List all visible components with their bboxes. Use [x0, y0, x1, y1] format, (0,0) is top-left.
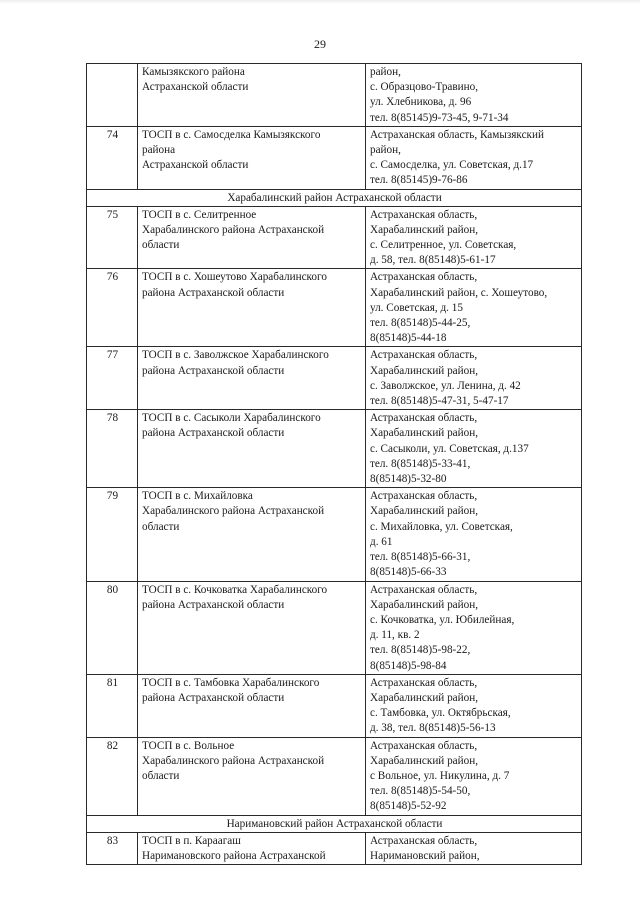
office-address-line: Харабалинский район, с. Хошеутово, — [370, 286, 548, 299]
office-address-cell — [366, 410, 582, 488]
office-address-line: ул. Хлебникова, д. 96 — [370, 96, 472, 109]
office-name-line: Камызякского района — [142, 66, 245, 78]
office-name-cell — [138, 269, 366, 347]
office-name-cell — [138, 674, 366, 737]
office-address-line: Харабалинский район, — [370, 598, 479, 611]
office-address-line: Астраханская область, — [370, 412, 478, 425]
office-address-line: район, — [370, 144, 401, 157]
office-address-line: тел. 8(85148)5-66-31, — [370, 551, 471, 564]
office-address-line: 8(85148)5-98-84 — [370, 659, 447, 672]
office-name-line: ТОСП в с. Вольное — [142, 739, 235, 752]
office-address-line: с. Селитренное, ул. Советская, — [370, 239, 517, 252]
office-address-cell — [366, 488, 582, 581]
office-address-line: Харабалинский район, — [370, 754, 479, 767]
office-name-line: района Астраханской области — [142, 286, 285, 299]
office-address-line: Харабалинский район, — [370, 505, 479, 518]
office-address-line: д. 11, кв. 2 — [370, 629, 420, 642]
page-number: 29 — [314, 37, 326, 51]
office-name-cell — [138, 126, 366, 189]
office-address-cell — [366, 581, 582, 674]
office-name-line: ТОСП в с. Кочковатка Харабалинского — [142, 583, 328, 596]
office-address-line: Харабалинский район, — [370, 427, 479, 440]
office-address-line: с. Тамбовка, ул. Октябрьская, — [370, 707, 511, 720]
table-row — [87, 488, 582, 581]
table-row — [87, 581, 582, 674]
office-address-line: с. Кочковатка, ул. Юбилейная, — [370, 613, 515, 626]
office-name-line: района Астраханской области — [142, 691, 285, 704]
office-address-line: Астраханская область, — [370, 583, 478, 596]
table-row — [87, 126, 582, 189]
office-registry-table — [86, 63, 582, 865]
office-name-cell — [138, 488, 366, 581]
office-name-line: района — [142, 144, 176, 157]
office-name-cell — [138, 410, 366, 488]
office-name-line: ТОСП в с. Михайловка — [142, 490, 253, 503]
office-address-line: 8(85148)5-44-18 — [370, 332, 447, 345]
office-address-line: Астраханская область, — [370, 349, 478, 362]
office-address-cell — [366, 347, 582, 410]
office-address-cell — [366, 737, 582, 815]
region-header-row — [87, 815, 582, 832]
office-name-line: ТОСП в с. Хошеутово Харабалинского — [142, 271, 327, 284]
office-address-cell — [366, 126, 582, 189]
office-name-line: района Астраханской области — [142, 427, 285, 440]
row-number-cell: 76 — [87, 269, 138, 347]
office-name-line: ТОСП в с. Заволжское Харабалинского — [142, 349, 329, 362]
office-address-line: ул. Советская, д. 15 — [370, 301, 463, 314]
office-name-line: Наримановского района Астраханской — [142, 849, 326, 862]
row-number-cell: 77 — [87, 347, 138, 410]
office-name-cell — [138, 206, 366, 269]
office-address-cell — [366, 64, 582, 127]
office-address-line: Астраханская область, — [370, 834, 478, 847]
table-row — [87, 269, 582, 347]
row-number-cell — [87, 64, 138, 127]
office-address-line: Харабалинский район, — [370, 223, 479, 236]
table-row — [87, 674, 582, 737]
office-address-line: тел. 8(85145)9-73-45, 9-71-34 — [370, 111, 509, 124]
table-row — [87, 64, 582, 127]
office-address-cell — [366, 269, 582, 347]
office-address-line: Астраханская область, Камызякский — [370, 128, 544, 141]
office-name-line: Харабалинского района Астраханской — [142, 754, 325, 767]
office-address-line: с. Заволжское, ул. Ленина, д. 42 — [370, 379, 521, 392]
office-name-line: района Астраханской области — [142, 598, 285, 611]
office-name-cell — [138, 347, 366, 410]
office-address-line: 8(85148)5-52-92 — [370, 800, 447, 813]
office-address-line: д. 61 — [370, 535, 393, 548]
office-address-line: с. Михайловка, ул. Советская, — [370, 520, 513, 533]
office-name-line: Астраханской области — [142, 159, 249, 172]
office-address-line: тел. 8(85148)5-44-25, — [370, 317, 471, 330]
office-address-line: тел. 8(85148)5-33-41, — [370, 457, 471, 470]
office-address-line: тел. 8(85148)5-98-22, — [370, 644, 471, 657]
office-name-line: Харабалинского района Астраханской — [142, 505, 325, 518]
office-address-line: район, — [370, 66, 401, 78]
office-name-line: ТОСП в п. Караагаш — [142, 834, 241, 847]
office-address-line: Астраханская область, — [370, 271, 478, 284]
scan-edge-shade — [0, 0, 640, 4]
office-name-cell — [138, 832, 366, 864]
table-row — [87, 347, 582, 410]
office-address-line: д. 58, тел. 8(85148)5-61-17 — [370, 254, 496, 267]
office-address-line: тел. 8(85148)5-47-31, 5-47-17 — [370, 395, 509, 408]
office-address-cell — [366, 674, 582, 737]
office-name-line: ТОСП в с. Сасыколи Харабалинского — [142, 412, 321, 425]
office-address-line: Астраханская область, — [370, 208, 478, 221]
row-number-cell: 81 — [87, 674, 138, 737]
office-address-line: с. Самосделка, ул. Советская, д.17 — [370, 159, 534, 172]
region-header-cell: Харабалинский район Астраханской области — [87, 189, 582, 206]
office-address-line: с. Сасыколи, ул. Советская, д.137 — [370, 442, 529, 455]
office-address-cell — [366, 832, 582, 864]
office-address-cell — [366, 206, 582, 269]
office-name-line: Астраханской области — [142, 81, 249, 94]
office-address-line: 8(85148)5-66-33 — [370, 566, 447, 579]
row-number-cell: 78 — [87, 410, 138, 488]
office-address-line: Наримановский район, — [370, 849, 480, 862]
office-address-line: тел. 8(85148)5-54-50, — [370, 785, 471, 798]
office-address-line: с. Образцово-Травино, — [370, 81, 479, 94]
office-address-line: Астраханская область, — [370, 490, 478, 503]
row-number-cell: 82 — [87, 737, 138, 815]
office-address-line: Астраханская область, — [370, 676, 478, 689]
office-name-line: района Астраханской области — [142, 364, 285, 377]
office-address-line: д. 38, тел. 8(85148)5-56-13 — [370, 722, 496, 735]
office-name-line: ТОСП в с. Селитренное — [142, 208, 257, 221]
row-number-cell: 79 — [87, 488, 138, 581]
office-name-cell — [138, 581, 366, 674]
office-name-line: области — [142, 520, 180, 533]
office-name-line: ТОСП в с. Тамбовка Харабалинского — [142, 676, 320, 689]
region-header-row — [87, 189, 582, 206]
table-row — [87, 206, 582, 269]
row-number-cell: 74 — [87, 126, 138, 189]
office-address-line: тел. 8(85145)9-76-86 — [370, 174, 468, 187]
region-header-cell: Наримановский район Астраханской области — [87, 815, 582, 832]
office-name-line: области — [142, 239, 180, 252]
row-number-cell: 75 — [87, 206, 138, 269]
table-row — [87, 832, 582, 864]
office-name-cell — [138, 64, 366, 127]
office-name-line: Харабалинского района Астраханской — [142, 223, 325, 236]
office-name-line: ТОСП в с. Самосделка Камызякского — [142, 128, 321, 141]
office-name-cell — [138, 737, 366, 815]
office-name-line: области — [142, 769, 180, 782]
office-address-line: Харабалинский район, — [370, 364, 479, 377]
table-row — [87, 410, 582, 488]
registry-table-body — [87, 64, 582, 865]
row-number-cell: 83 — [87, 832, 138, 864]
row-number-cell: 80 — [87, 581, 138, 674]
office-address-line: с Вольное, ул. Никулина, д. 7 — [370, 769, 510, 782]
office-address-line: Харабалинский район, — [370, 691, 479, 704]
table-row — [87, 737, 582, 815]
office-address-line: 8(85148)5-32-80 — [370, 473, 447, 486]
office-address-line: Астраханская область, — [370, 739, 478, 752]
